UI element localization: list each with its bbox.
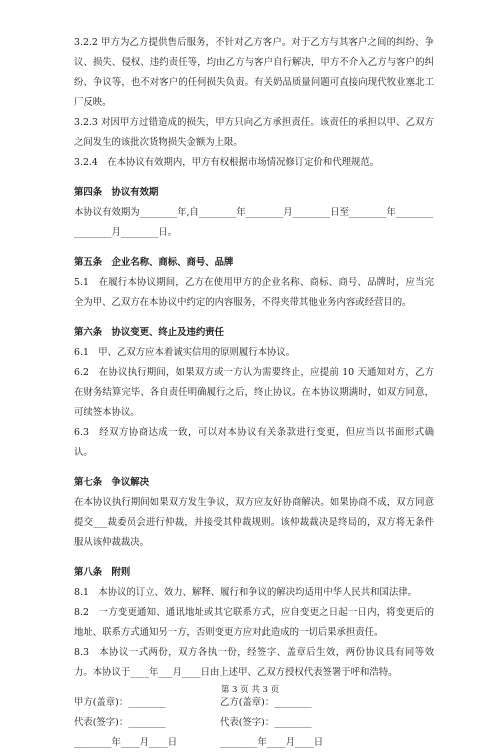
article-6-heading: 第六条 协议变更、终止及违约责任: [74, 327, 225, 338]
clause-8-3: 8.3 本协议一式两份，双方各执一份，经签字、盖章后生效，两份协议具有同等效力。本协议于____年___月____日由上述甲、乙双方授权代表签署于呼和浩特。: [74, 647, 434, 678]
party-a-representative: 代表(签字)：________: [74, 717, 166, 728]
validity-line-2: ________月________日。: [74, 227, 178, 238]
clause-6-2: 6.2 在协议执行期间，如果双方或一方认为需要终止，应提前 10 天通知对方，乙方在财务结算完毕、各自责任明确履行之后，终止协议。在本协议期满时，如双方同意，可续签本协议。: [74, 367, 434, 418]
article-5-heading: 第五条 企业名称、商标、商号、品牌: [74, 257, 234, 268]
clause-3-2-3: 3.2.3 对因甲方过错造成的损失，甲方只向乙方承担责任。该责任的承担以甲、乙双方之间发生的该批次货物损失金额为上限。: [74, 117, 434, 148]
clause-8-2: 8.2 一方变更通知、通讯地址或其它联系方式，应自变更之日起一日内，将变更后的地址、联系方式通知另一方，否则变更方应对此造成的一切后果承担责任。: [74, 607, 434, 638]
clause-6-3: 6.3 经双方协商达成一致，可以对本协议有关条款进行变更，但应当以书面形式确认。: [74, 427, 434, 458]
article-8-heading: 第八条 附则: [74, 567, 131, 578]
party-a-seal: 甲方(盖章)：________: [74, 697, 166, 708]
dispute-paragraph: 在本协议执行期间如果双方发生争议，双方应友好协商解决。如果协商不成，双方同意提交___裁委员会进行仲裁，并接受其仲裁规则。该仲裁裁决是终局的，双方将无条件服从该仲裁裁决。: [74, 497, 434, 548]
clause-3-2-4: 3.2.4 在本协议有效期内，甲方有权根据市场情况修订定价和代理规范。: [74, 157, 380, 168]
clause-6-1: 6.1 甲、乙双方应本着诚实信用的原则履行本协议。: [74, 347, 296, 358]
clause-8-1: 8.1 本协议的订立、效力、解释、履行和争议的解决均适用中华人民共和国法律。: [74, 587, 418, 598]
validity-line-1: 本协议有效期为________年,自________年________月________日至________年________: [74, 207, 434, 218]
party-b-representative: 代表(签字)：________: [220, 717, 312, 728]
page-content: [74, 33, 434, 753]
article-7-heading: 第七条 争议解决: [74, 477, 150, 488]
clause-5-1: 5.1 在履行本协议期间，乙方在使用甲方的企业名称、商标、商号、品牌时，应当完全为甲、乙双方在本协议中约定的内容服务，不得夹带其他业务内容或经营目的。: [74, 277, 434, 308]
clause-3-2-2: 3.2.2 甲方为乙方提供售后服务，不针对乙方客户。对于乙方与其客户之间的纠纷、争议、损失、侵权、违约责任等，均由乙方与客户自行解决，甲方不介入乙方与客户的纠纷、争议等，也不对客户的任何损失负责。有关奶品质量问题可直接向现代牧业塞北工厂反映。: [74, 37, 434, 108]
party-b-seal: 乙方(盖章)：________: [220, 697, 312, 708]
party-a-date: ________年____月____日: [74, 737, 178, 748]
page-number-footer: 第 3 页 共 3 页: [220, 685, 280, 695]
signature-row-date: [74, 733, 434, 753]
signature-row-seal: [74, 693, 434, 713]
party-b-date: ________年____月____日: [220, 737, 324, 748]
signature-row-rep: [74, 713, 434, 733]
article-4-heading: 第四条 协议有效期: [74, 187, 159, 198]
